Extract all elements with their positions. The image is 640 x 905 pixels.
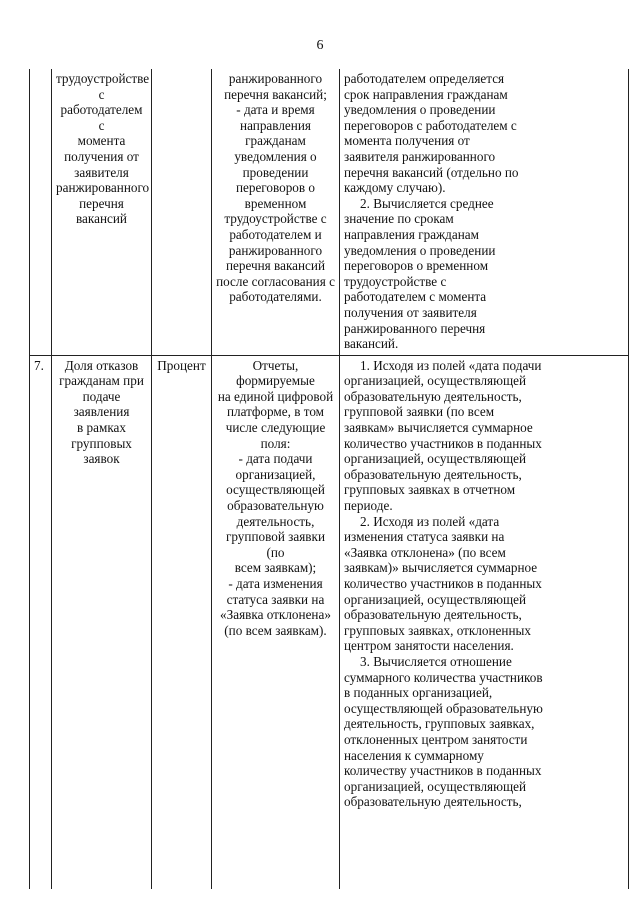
- text-line: организацией, осуществляющей: [344, 778, 527, 794]
- text-line: групповых заявок: [71, 435, 132, 467]
- text-line: уведомления о: [234, 148, 317, 164]
- text-line: образовательную деятельность,: [344, 388, 522, 404]
- text-line: гражданам при: [59, 373, 144, 389]
- text-line: перечня вакансий: [225, 258, 326, 274]
- text-line: заявкам» вычисляется суммарное: [344, 420, 533, 436]
- text-line: деятельность,: [236, 513, 315, 529]
- text-line: количество участников в поданных: [344, 576, 542, 591]
- text-line: направления гражданам: [344, 226, 479, 242]
- text-line: изменения статуса заявки на: [344, 529, 505, 545]
- text-line: статуса заявки на: [226, 591, 325, 607]
- text-line: 3. Вычисляется отношение: [360, 653, 512, 669]
- text-line: «Заявка отклонена»: [220, 607, 331, 623]
- text-line: образовательную деятельность,: [344, 794, 522, 810]
- text-line: гражданам: [245, 133, 306, 149]
- text-line: осуществляющей: [226, 482, 325, 498]
- text-line: Отчеты, формируемые: [236, 357, 315, 389]
- text-line: деятельность, групповых заявках,: [344, 716, 535, 732]
- row-number: [30, 69, 52, 355]
- unit: Процент: [152, 355, 212, 889]
- text-line: переговоров о временном: [344, 258, 489, 274]
- text-line: работодателем с момента: [344, 289, 487, 305]
- text-line: в рамках: [77, 420, 126, 436]
- text-line: организацией, осуществляющей: [344, 373, 527, 389]
- text-line: работодателем и: [229, 226, 322, 242]
- text-line: - дата изменения: [228, 576, 323, 591]
- text-line: вакансий.: [344, 336, 399, 352]
- text-line: населения к суммарному: [344, 747, 484, 763]
- text-line: отклоненных центром занятости: [344, 731, 528, 747]
- text-line: момента получения от: [344, 133, 470, 149]
- text-line: количество участников в поданных: [344, 435, 542, 451]
- text-line: получения от: [64, 148, 139, 164]
- text-line: переговоров с работодателем с: [344, 117, 517, 133]
- text-line: 2. Исходя из полей «дата: [360, 513, 500, 529]
- text-line: организацией, осуществляющей: [344, 591, 527, 607]
- text-line: всем заявкам);: [234, 560, 317, 576]
- text-line: с работодателем с: [60, 86, 143, 133]
- text-line: организацией, осуществляющей: [344, 451, 527, 467]
- text-line: заявителя ранжированного: [344, 148, 496, 164]
- text-line: направления: [240, 117, 311, 133]
- text-line: уведомления о проведении: [344, 242, 496, 258]
- text-line: в поданных организацией,: [344, 685, 493, 701]
- text-line: периоде.: [344, 498, 393, 514]
- unit: [152, 69, 212, 355]
- text-line: работодателями.: [229, 289, 322, 305]
- text-line: момента: [77, 133, 126, 149]
- text-line: ранжированного: [228, 242, 323, 258]
- text-line: получения от заявителя: [344, 304, 477, 320]
- text-line: перечня вакансий: [76, 195, 127, 227]
- text-line: ранжированного: [228, 71, 323, 86]
- table-row: [30, 355, 629, 889]
- page-number: 6: [316, 38, 324, 53]
- text-line: «Заявка отклонена» (по всем: [344, 544, 506, 560]
- calculation-method: [340, 355, 629, 889]
- text-line: работодателем определяется: [344, 71, 505, 86]
- text-line: организацией,: [235, 466, 316, 482]
- text-line: ранжированного перечня: [344, 320, 486, 336]
- text-line: образовательную деятельность,: [344, 607, 522, 623]
- text-line: платформе, в том: [226, 404, 325, 420]
- text-line: групповой заявки (по: [225, 529, 326, 560]
- text-line: значение по срокам: [344, 211, 454, 227]
- data-source: [212, 69, 340, 355]
- text-line: осуществляющей образовательную: [344, 700, 543, 716]
- text-line: суммарного количества участников: [344, 669, 543, 685]
- text-line: поля:: [260, 435, 291, 451]
- text-line: - дата и время: [236, 102, 315, 118]
- text-line: образовательную деятельность,: [344, 466, 522, 482]
- text-line: проведении: [242, 164, 309, 180]
- text-line: (по всем заявкам).: [224, 622, 327, 638]
- text-line: трудоустройстве с: [344, 273, 447, 289]
- text-line: временном: [244, 195, 307, 211]
- text-line: групповой заявки (по всем: [344, 404, 495, 420]
- text-line: групповых заявках в отчетном: [344, 482, 516, 498]
- indicator-table: [29, 69, 629, 889]
- text-line: трудоустройстве: [56, 71, 150, 86]
- text-line: перечня вакансий (отдельно по: [344, 164, 519, 180]
- text-line: образовательную: [227, 498, 324, 514]
- data-source: [212, 355, 340, 889]
- text-line: числе следующие: [225, 420, 326, 436]
- text-line: срок направления гражданам: [344, 86, 508, 102]
- text-line: заявкам)» вычисляется суммарное: [344, 560, 538, 576]
- text-line: Доля отказов: [64, 357, 139, 373]
- text-line: уведомления о проведении: [344, 102, 496, 118]
- text-line: 2. Вычисляется среднее: [360, 195, 494, 211]
- text-line: групповых заявках, отклоненных: [344, 622, 531, 638]
- indicator-name: [52, 69, 152, 355]
- text-line: каждому случаю).: [344, 180, 446, 196]
- text-line: количеству участников в поданных: [344, 763, 542, 779]
- text-line: после согласования с: [216, 273, 335, 289]
- calculation-method: [340, 69, 629, 355]
- indicator-name: [52, 355, 152, 889]
- text-line: переговоров о: [235, 180, 316, 196]
- text-line: подаче заявления: [73, 388, 130, 420]
- text-line: на единой цифровой: [217, 388, 334, 404]
- text-line: ранжированного: [56, 180, 150, 196]
- text-line: - дата подачи: [238, 451, 313, 467]
- row-number: 7.: [30, 355, 52, 889]
- text-line: перечня вакансий;: [224, 86, 327, 102]
- text-line: центром занятости населения.: [344, 638, 514, 654]
- table-row: [30, 69, 629, 355]
- text-line: трудоустройстве с: [224, 211, 327, 227]
- text-line: 1. Исходя из полей «дата подачи: [360, 357, 542, 373]
- text-line: заявителя: [74, 164, 129, 180]
